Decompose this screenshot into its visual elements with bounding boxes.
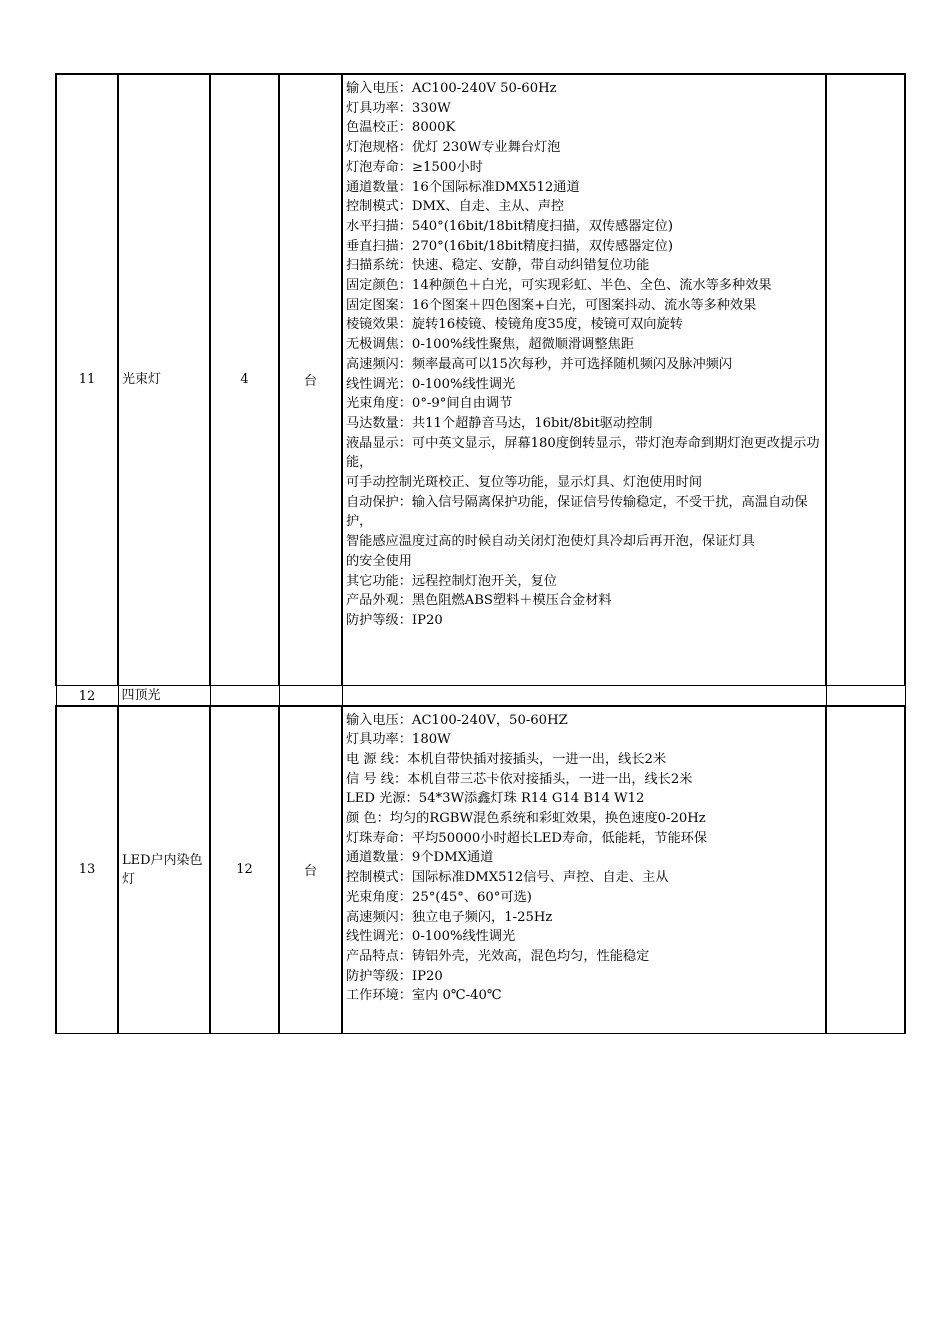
spec-line: 工作环境：室内 0℃-40℃ (346, 988, 502, 1004)
spec-line: 光束角度：25°(45°、60°可选) (346, 889, 532, 905)
spec-line: 控制模式：国际标准DMX512信号、声控、自走、主从 (346, 870, 669, 886)
spec-line: 光束角度：0°-9°间自由调节 (346, 396, 513, 412)
spec-line: 灯泡规格：优灯 230W专业舞台灯泡 (346, 140, 561, 156)
spec-line: 输入电压：AC100-240V，50-60HZ (346, 712, 568, 728)
spec-line: 防护等级：IP20 (346, 612, 443, 628)
table-row (56, 74, 905, 685)
spec-line: 灯珠寿命：平均50000小时超长LED寿命，低能耗，节能环保 (346, 830, 708, 846)
spec-line: 水平扫描：540°(16bit/18bit精度扫描，双传感器定位) (346, 218, 673, 234)
spec-line: 产品外观：黑色阻燃ABS塑料＋模压合金材料 (346, 593, 612, 609)
spec-line: 灯具功率：330W (346, 100, 451, 116)
spec-line: 通道数量：9个DMX通道 (346, 850, 494, 866)
item-spec-cell (342, 706, 826, 1034)
spec-line: 固定颜色：14种颜色＋白光，可实现彩虹、半色、全色、流水等多种效果 (346, 278, 772, 294)
item-name: 光束灯 (118, 74, 210, 685)
item-unit: 台 (279, 74, 342, 685)
spec-line: 扫描系统：快速、稳定、安静，带自动纠错复位功能 (346, 258, 650, 274)
spec-line: 可手动控制光斑校正、复位等功能，显示灯具、灯泡使用时间 (346, 475, 703, 491)
spec-lines (346, 79, 823, 631)
spec-line: 输入电压：AC100-240V 50-60Hz (346, 81, 557, 96)
spec-line: 固定图案：16个图案＋四色图案+白光，可图案抖动、流水等多种效果 (346, 297, 757, 313)
item-remarks (826, 706, 905, 1034)
item-spec-cell (342, 685, 826, 706)
spec-line: 防护等级：IP20 (346, 968, 443, 984)
table-row (56, 706, 905, 1034)
spec-line: 通道数量：16个国际标准DMX512通道 (346, 179, 580, 195)
spec-line: 线性调光：0-100%线性调光 (346, 929, 516, 945)
spec-line: 信 号 线：本机自带三芯卡依对接插头，一进一出，线长2米 (346, 771, 693, 787)
product-spec-table (55, 73, 906, 1034)
spec-line: 无极调焦：0-100%线性聚焦，超微顺滑调整焦距 (346, 337, 634, 353)
item-spec-cell (342, 74, 826, 685)
spec-line: 其它功能：远程控制灯泡开关，复位 (346, 573, 557, 589)
item-name: 四顶光 (118, 685, 210, 706)
spec-line: 垂直扫描：270°(16bit/18bit精度扫描，双传感器定位) (346, 238, 673, 254)
item-name: LED户内染色灯 (118, 706, 210, 1034)
spec-line: 高速频闪：独立电子频闪，1-25Hz (346, 909, 553, 925)
spec-line: 线性调光：0-100%线性调光 (346, 376, 516, 392)
spec-line: 灯具功率：180W (346, 732, 451, 748)
spec-line: 产品特点：铸铝外壳，光效高，混色均匀，性能稳定 (346, 948, 650, 964)
spec-line: 色温校正：8000K (346, 120, 456, 136)
item-number: 12 (56, 685, 118, 706)
spec-line: 灯泡寿命：≥1500小时 (346, 159, 483, 175)
table-row (56, 685, 905, 706)
spec-line: 电 源 线：本机自带快插对接插头，一进一出，线长2米 (346, 751, 667, 767)
spec-line: 颜 色：均匀的RGBW混色系统和彩虹效果，换色速度0-20Hz (346, 811, 706, 827)
item-remarks (826, 685, 905, 706)
item-number: 13 (56, 706, 118, 1034)
spec-line: 马达数量：共11个超静音马达，16bit/8bit驱动控制 (346, 415, 653, 431)
spec-line: 控制模式：DMX、自走、主从、声控 (346, 199, 565, 215)
spec-line: LED 光源：54*3W添鑫灯珠 R14 G14 B14 W12 (346, 791, 645, 807)
item-quantity (210, 685, 279, 706)
spec-lines (346, 711, 823, 1007)
item-unit (279, 685, 342, 706)
spec-line: 自动保护：输入信号隔离保护功能，保证信号传输稳定，不受干扰，高温自动保护， (346, 494, 808, 530)
spec-line: 智能感应温度过高的时候自动关闭灯泡使灯具冷却后再开泡，保证灯具 (346, 534, 755, 550)
spec-line: 棱镜效果：旋转16棱镜、棱镜角度35度，棱镜可双向旋转 (346, 317, 683, 333)
spec-line: 高速频闪：频率最高可以15次每秒，并可选择随机频闪及脉冲频闪 (346, 356, 733, 372)
spec-line: 的安全使用 (346, 553, 412, 569)
item-unit: 台 (279, 706, 342, 1034)
item-number: 11 (56, 74, 118, 685)
item-quantity: 4 (210, 74, 279, 685)
spec-line: 液晶显示：可中英文显示，屏幕180度倒转显示，带灯泡寿命到期灯泡更改提示功能， (346, 435, 820, 471)
item-remarks (826, 74, 905, 685)
item-quantity: 12 (210, 706, 279, 1034)
